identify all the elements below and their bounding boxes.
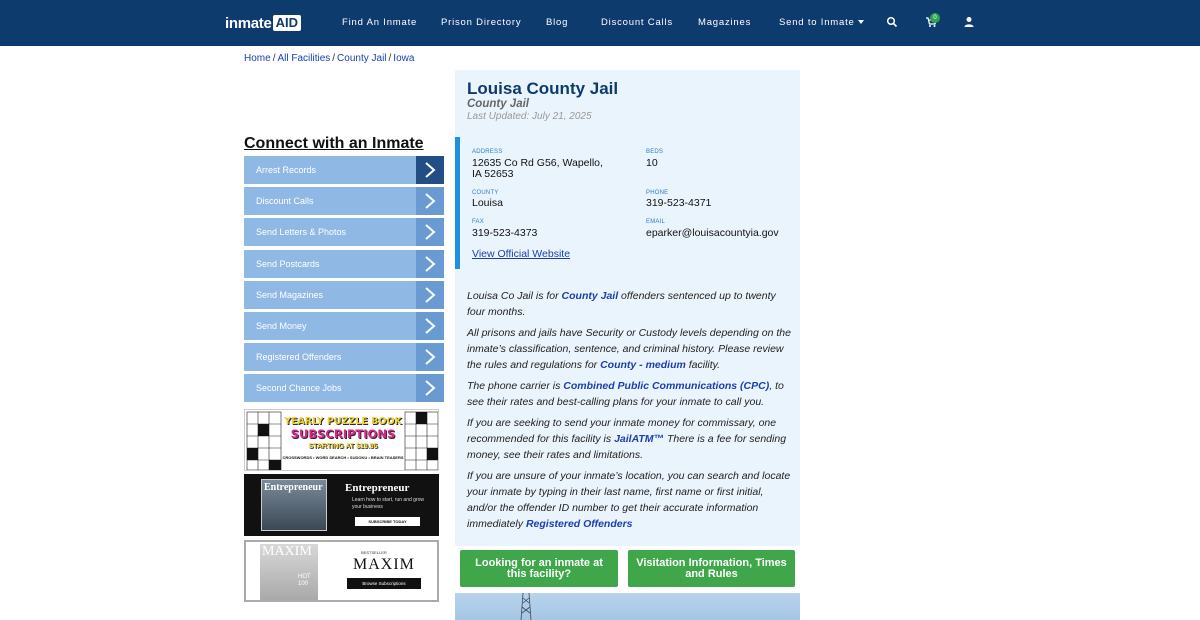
description-paragraph-2	[467, 325, 791, 373]
desc-text: If you are unsure of your inmate’s location, you can search and locate your inmate by typing in their last name, first name or first initial, and/or the offender ID number to get their accurate information immediately	[467, 470, 791, 530]
sidebar-item-label: Send Letters & Photos	[256, 227, 347, 238]
nav-find-an-inmate[interactable]: Find An Inmate	[342, 17, 418, 28]
email-value[interactable]: eparker@louisacountyia.gov	[646, 227, 779, 239]
entrepreneur-ad[interactable]	[244, 474, 439, 536]
description-paragraph-3	[467, 378, 791, 410]
nav-send-to-inmate[interactable]	[779, 17, 864, 28]
maxim-brand: MAXIM	[353, 556, 415, 573]
sidebar-item-discount-calls[interactable]	[244, 187, 444, 215]
looking-for-inmate-button[interactable]: Looking for an inmate at this facility?	[460, 550, 618, 587]
entrepreneur-subscribe-button: SUBSCRIBE TODAY	[355, 517, 420, 526]
breadcrumb-separator: /	[388, 53, 392, 64]
sidebar-item-second-chance-jobs[interactable]	[244, 374, 444, 402]
breadcrumb-all-facilities[interactable]: All Facilities	[277, 53, 331, 64]
info-accent-bar	[455, 137, 460, 269]
radio-tower-graphic	[455, 593, 800, 620]
puzzle-ad-line3: STARTING AT $19.95	[308, 443, 378, 450]
breadcrumb-separator: /	[332, 53, 336, 64]
sidebar-item-send-money[interactable]	[244, 312, 444, 340]
breadcrumb-home[interactable]: Home	[244, 53, 271, 64]
description-paragraph-5	[467, 468, 791, 532]
entrepreneur-cover-title: Entrepreneur	[264, 482, 323, 493]
puzzle-ad-line2: SUBSCRIPTIONS	[290, 427, 396, 441]
sidebar-item-send-magazines[interactable]	[244, 281, 444, 309]
puzzle-ad-line4: CROSSWORDS • WORD SEARCH • SUDOKU • BRAIN TEASERS	[282, 455, 404, 460]
address-label: ADDRESS	[472, 149, 503, 155]
sidebar-item-send-postcards[interactable]	[244, 250, 444, 278]
sidebar-item-label: Second Chance Jobs	[256, 383, 342, 394]
facility-type: County Jail	[467, 98, 529, 110]
chevron-right-icon	[416, 218, 444, 246]
entrepreneur-tagline: Learn how to start, run and grow your business	[352, 497, 424, 510]
sidebar-item-label: Registered Offenders	[256, 352, 342, 363]
puzzle-ad-line1: YEARLY PUZZLE BOOK	[284, 416, 402, 427]
email-label: EMAIL	[646, 219, 666, 225]
entrepreneur-cover-image	[261, 479, 327, 531]
county-value: Louisa	[472, 197, 503, 209]
phone-carrier-link[interactable]: Combined Public Communications (CPC)	[563, 380, 770, 392]
breadcrumb-separator: /	[272, 53, 276, 64]
jailatm-link[interactable]: JailATM™	[614, 433, 665, 445]
nav-send-to-inmate-label: Send to Inmate	[779, 17, 855, 28]
entrepreneur-brand: Entrepreneur	[345, 482, 410, 494]
chevron-right-icon	[416, 187, 444, 215]
fax-label: FAX	[472, 219, 484, 225]
maxim-cover-image	[260, 544, 318, 600]
desc-text: facility.	[685, 359, 721, 371]
county-label: COUNTY	[472, 190, 499, 196]
user-icon[interactable]	[963, 16, 975, 28]
sidebar-item-send-letters-photos[interactable]	[244, 218, 444, 246]
description-paragraph-4	[467, 415, 791, 463]
nav-blog[interactable]: Blog	[546, 17, 569, 28]
sidebar-item-label: Send Postcards	[256, 258, 320, 269]
address-line2: IA 52653	[472, 168, 514, 180]
breadcrumb	[244, 53, 414, 64]
desc-text: , to see their rates and best-calling plans for your inmate to call you.	[467, 380, 784, 408]
desc-text: There is a fee for sending money, see their rates and limitations.	[467, 433, 787, 461]
logo-text: inmate	[225, 14, 272, 32]
maxim-ad[interactable]	[244, 540, 439, 602]
caret-down-icon	[858, 20, 864, 24]
beds-value: 10	[646, 157, 658, 169]
view-official-website-link[interactable]: View Official Website	[472, 248, 571, 260]
chevron-right-icon	[416, 374, 444, 402]
address-line1: 12635 Co Rd G56, Wapello,	[472, 157, 603, 169]
desc-text: All prisons and jails have Security or Custody levels depending on the inmate’s classification, sentence, and criminal history. Please review the rules and regulations for	[467, 327, 791, 371]
phone-value[interactable]: 319-523-4371	[646, 197, 712, 209]
last-updated: Last Updated: July 21, 2025	[467, 111, 592, 122]
breadcrumb-iowa[interactable]: Iowa	[393, 53, 415, 64]
beds-label: BEDS	[646, 149, 664, 155]
phone-label: PHONE	[646, 190, 669, 196]
maxim-cover-text: HOT 100	[298, 574, 311, 587]
breadcrumb-county-jail[interactable]: County Jail	[337, 53, 387, 64]
nav-prison-directory[interactable]: Prison Directory	[441, 17, 522, 28]
puzzle-book-ad[interactable]	[244, 409, 439, 471]
maxim-cover-title: MAXIM	[262, 544, 312, 559]
chevron-right-icon	[416, 343, 444, 371]
site-logo[interactable]	[225, 14, 301, 32]
desc-text: offenders sentenced up to twenty four months.	[467, 290, 776, 318]
maxim-browse-button: Browse Subscriptions	[347, 578, 421, 589]
sidebar-item-arrest-records[interactable]	[244, 156, 444, 184]
cart-count-badge: 0	[930, 13, 940, 23]
nav-magazines[interactable]: Magazines	[698, 17, 752, 28]
sidebar-item-label: Arrest Records	[256, 165, 317, 175]
facility-photo	[455, 593, 800, 620]
desc-text: The phone carrier is	[467, 380, 564, 392]
sidebar-item-label: Send Magazines	[256, 289, 324, 300]
sidebar-item-registered-offenders[interactable]	[244, 343, 444, 371]
connect-with-inmate-heading[interactable]: Connect with an Inmate	[244, 135, 424, 152]
maxim-bestseller-label: BESTSELLER	[361, 550, 387, 555]
security-level-link[interactable]: County - medium	[600, 359, 686, 371]
logo-box-text: AID	[273, 15, 301, 31]
nav-discount-calls[interactable]: Discount Calls	[601, 17, 673, 28]
chevron-right-icon	[416, 250, 444, 278]
desc-text: If you are seeking to send your inmate money for commissary, one recommended for this facility is	[467, 417, 777, 445]
facility-name: Louisa County Jail	[467, 79, 619, 98]
county-jail-link[interactable]: County Jail	[561, 290, 619, 302]
description-paragraph-1	[467, 288, 791, 320]
fax-value: 319-523-4373	[472, 227, 538, 239]
sidebar-item-label: Discount Calls	[256, 196, 314, 207]
top-navbar	[0, 0, 1200, 46]
desc-text: Louisa Co Jail is for	[467, 290, 562, 302]
chevron-right-icon	[416, 156, 444, 184]
visitation-info-button[interactable]: Visitation Information, Times and Rules	[628, 550, 795, 587]
chevron-right-icon	[416, 312, 444, 340]
sidebar-item-label: Send Money	[256, 320, 307, 331]
sidebar-menu	[244, 156, 444, 406]
search-icon[interactable]	[886, 16, 898, 28]
registered-offenders-link[interactable]: Registered Offenders	[525, 518, 633, 530]
chevron-right-icon	[416, 281, 444, 309]
